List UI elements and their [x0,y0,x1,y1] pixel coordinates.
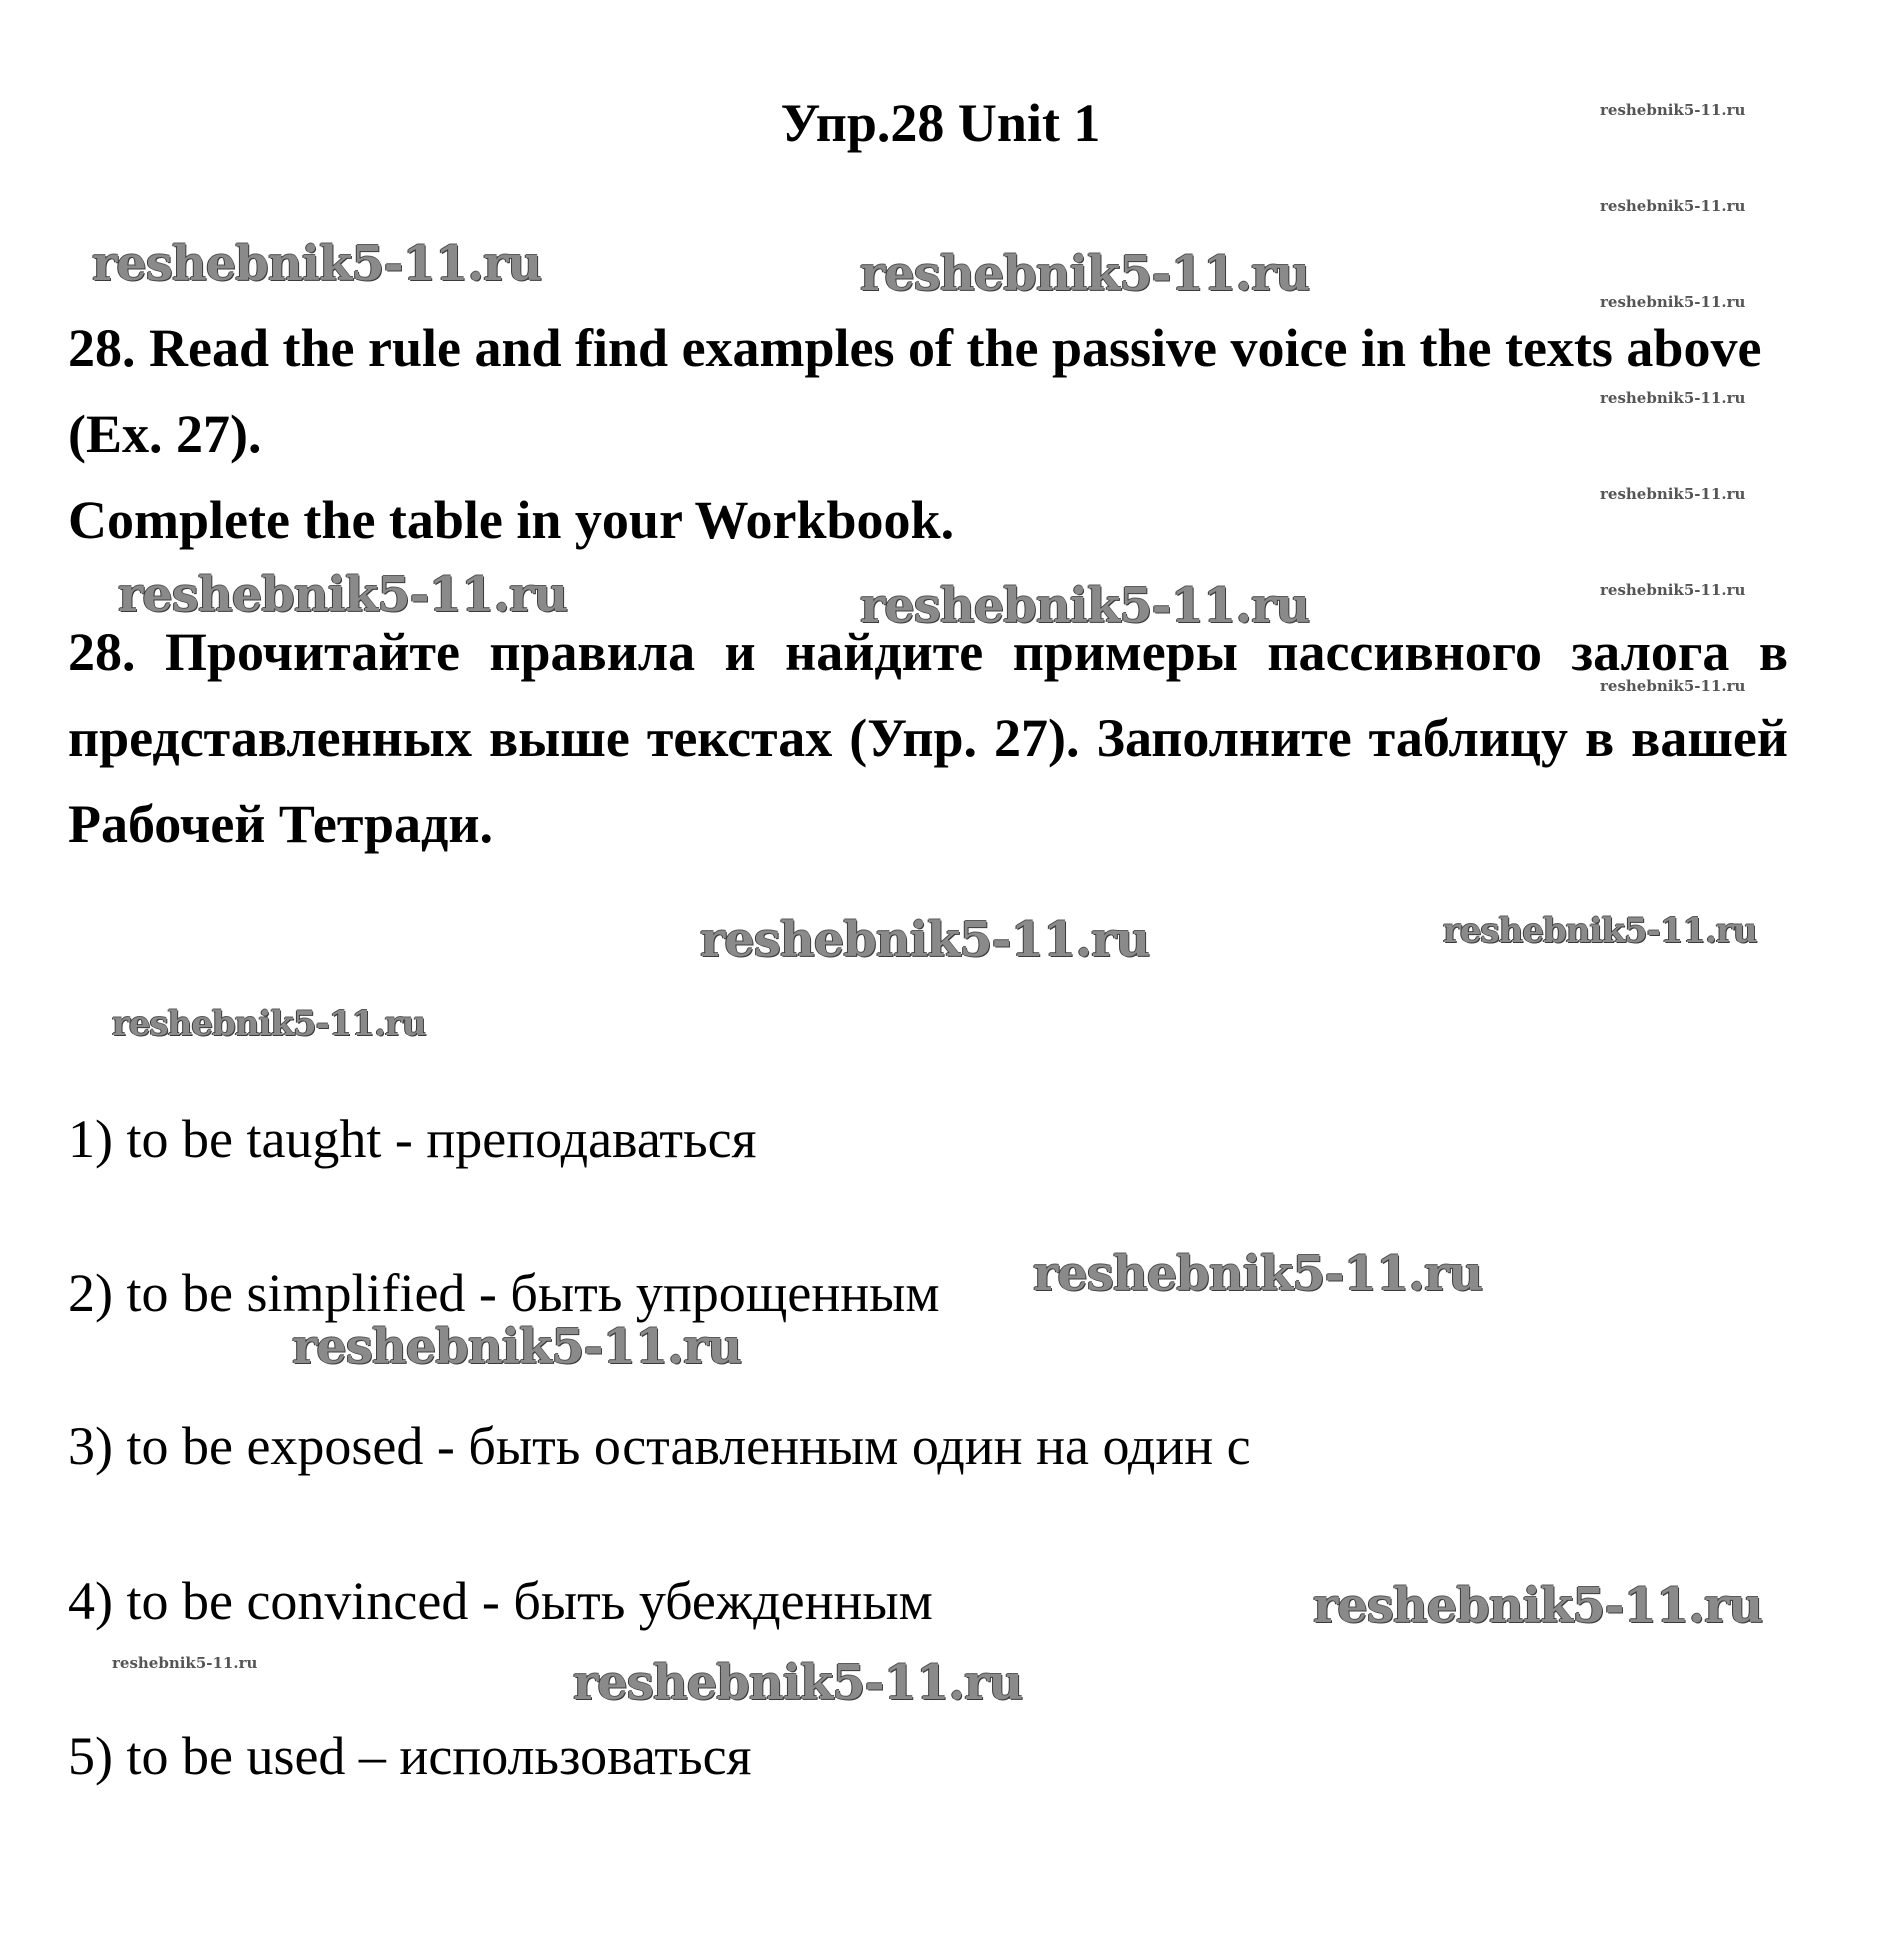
watermark: reshebnik5-11.ru [1600,293,1746,311]
watermark: reshebnik5-11.ru [1033,1246,1483,1302]
watermark: reshebnik5-11.ru [1443,911,1757,951]
task-english-line-1: 28. Read the rule and find examples of the passive voice in the texts above (Ex. 27). [68,318,1762,464]
watermark: reshebnik5-11.ru [1600,101,1746,119]
watermark: reshebnik5-11.ru [112,1004,426,1044]
task-english-line-2: Complete the table in your Workbook. [68,490,955,550]
watermark: reshebnik5-11.ru [1600,677,1746,695]
task-russian-text: 28. Прочитайте правила и найдите примеры пассивного залога в представленных выше текстах (Упр. 27). Заполните таблицу в вашей Рабочей Тетради. [68,622,1788,854]
answer-item-3: 3) to be exposed - быть оставленным один на один с [68,1416,1251,1476]
watermark: reshebnik5-11.ru [860,246,1310,302]
task-english [68,305,1788,563]
answer-item-1: 1) to be taught - преподаваться [68,1109,757,1169]
watermark: reshebnik5-11.ru [118,567,568,623]
watermark: reshebnik5-11.ru [92,236,542,292]
watermark: reshebnik5-11.ru [1600,485,1746,503]
watermark: reshebnik5-11.ru [860,578,1310,634]
watermark: reshebnik5-11.ru [292,1319,742,1375]
task-russian [68,609,1788,867]
answer-item-2: 2) to be simplified - быть упрощенным [68,1263,940,1323]
answer-item-4: 4) to be convinced - быть убежденным [68,1571,933,1631]
page-title: Упр.28 Unit 1 [780,93,1101,153]
watermark: reshebnik5-11.ru [1600,389,1746,407]
watermark: reshebnik5-11.ru [700,912,1150,968]
watermark: reshebnik5-11.ru [1313,1578,1763,1634]
watermark: reshebnik5-11.ru [1600,581,1746,599]
watermark: reshebnik5-11.ru [112,1654,258,1672]
answer-item-5: 5) to be used – использоваться [68,1726,752,1786]
watermark: reshebnik5-11.ru [1600,197,1746,215]
watermark: reshebnik5-11.ru [573,1655,1023,1711]
